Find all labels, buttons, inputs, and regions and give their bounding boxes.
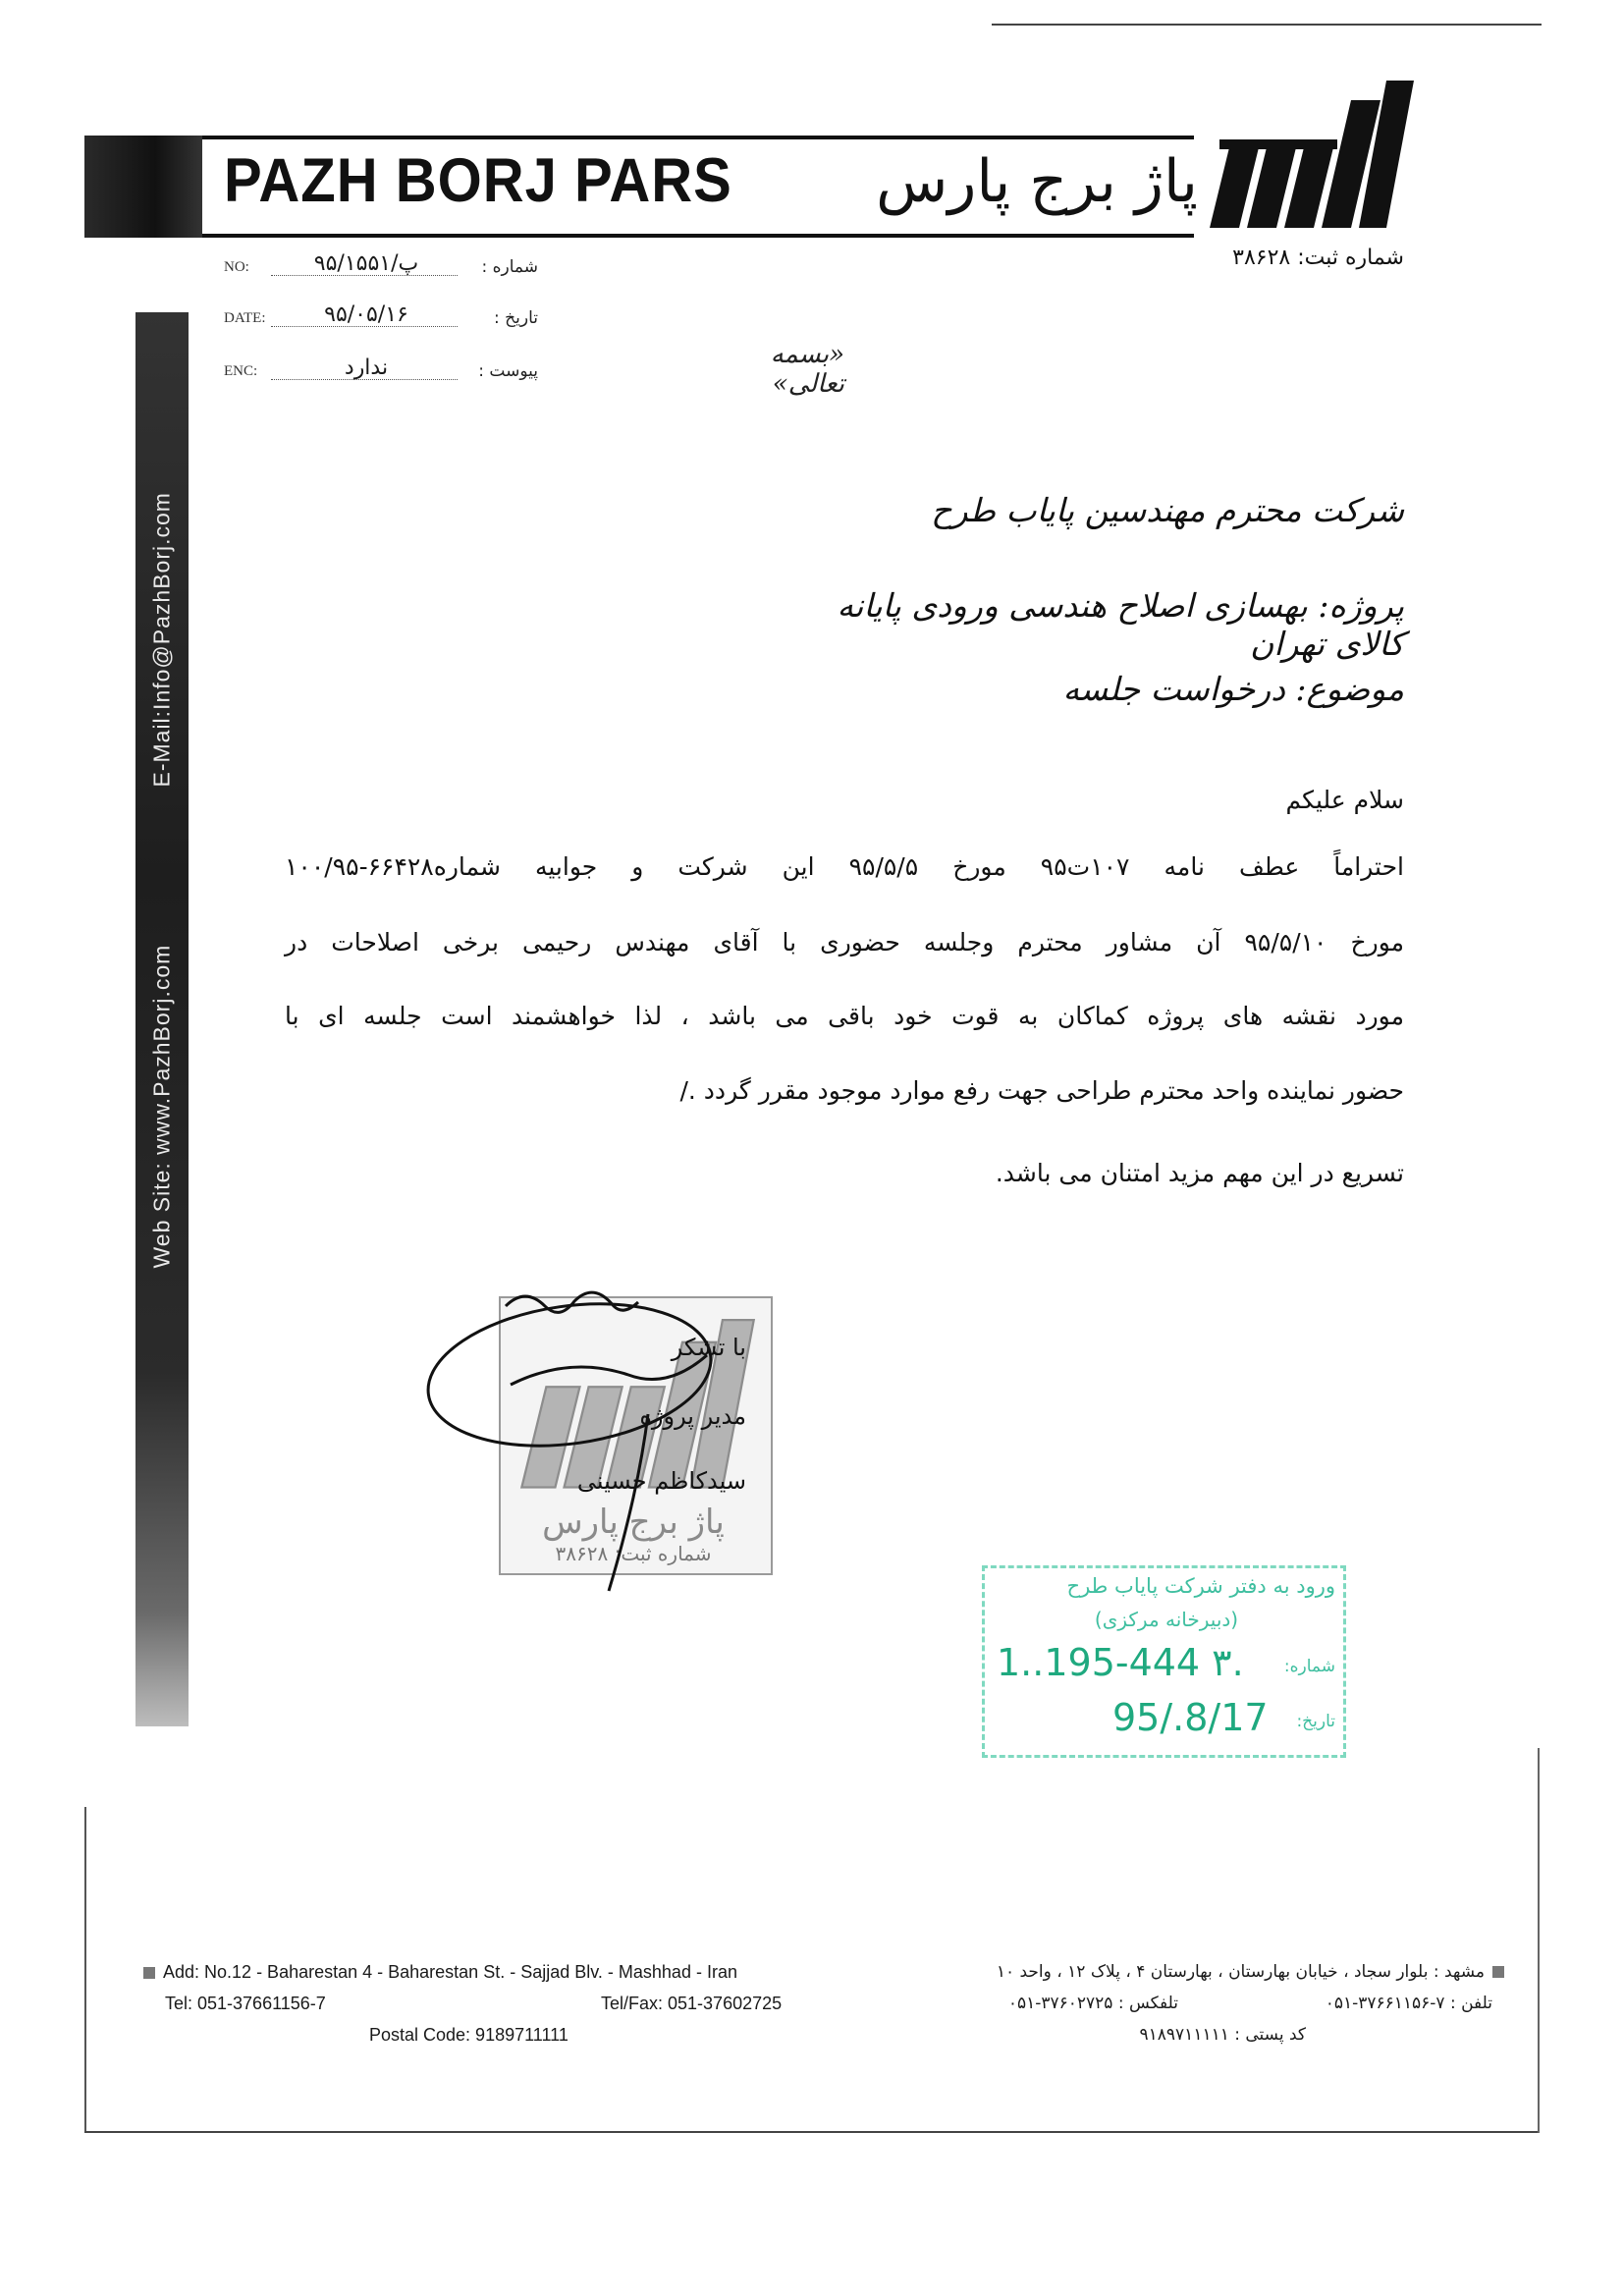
footer-postal-en: Postal Code: 9189711111 bbox=[369, 2025, 568, 2045]
enclosure-label-en: ENC: bbox=[224, 363, 258, 379]
receipt-stamp bbox=[982, 1565, 1346, 1758]
date-value: ۹۵/۰۵/۱۶ bbox=[324, 302, 408, 327]
letter-date-row bbox=[224, 302, 538, 336]
brand-name-persian: پاژ برج پارس bbox=[876, 147, 1198, 216]
header-dark-block bbox=[84, 136, 202, 238]
registration-number: شماره ثبت: ۳۸۶۲۸ bbox=[1232, 246, 1404, 270]
bismillah-heading: «بسمه تعالی» bbox=[770, 340, 844, 399]
footer-address-en: Add: No.12 - Baharestan 4 - Baharestan St. - Sajjad Blv. - Mashhad - Iran bbox=[135, 1962, 737, 1983]
body-line: مورد نقشه های پروژه کماکان به قوت خود باقی می باشد ، لذا خواهشمند است جلسه ای با bbox=[285, 1002, 1404, 1030]
receipt-date-value: 95/.8/17 bbox=[1112, 1696, 1269, 1739]
receipt-subtitle: (دبیرخانه مرکزی) bbox=[1094, 1608, 1239, 1631]
number-label-fa: شماره : bbox=[481, 257, 538, 277]
greeting: سلام علیکم bbox=[1285, 786, 1404, 814]
stamp-registration: شماره ثبت: ۳۸۶۲۸ bbox=[555, 1542, 712, 1565]
company-logo-icon bbox=[1200, 81, 1416, 238]
footer-tel-en: Tel: 051-37661156-7 bbox=[165, 1994, 326, 2013]
body-line: احتراماً عطف نامه ۱۰۷ت۹۵ مورخ ۹۵/۵/۵ این شرکت و جوابیه شماره۶۶۴۲۸-۱۰۰/۹۵ bbox=[285, 852, 1404, 881]
frame-line-bottom bbox=[84, 2131, 1538, 2133]
bullet-square-icon bbox=[1492, 1966, 1504, 1978]
receipt-title: ورود به دفتر شرکت پایاب طرح bbox=[1066, 1574, 1335, 1598]
footer-telfax-en: Tel/Fax: 051-37602725 bbox=[601, 1994, 783, 2013]
scan-edge-line bbox=[992, 24, 1542, 26]
signature-name: سیدکاظم حسینی bbox=[576, 1467, 746, 1495]
enclosure-value: ندارد bbox=[344, 355, 389, 380]
enclosure-label-fa: پیوست : bbox=[478, 361, 538, 381]
subject-line: موضوع: درخواست جلسه bbox=[1062, 670, 1404, 708]
body-line: مورخ ۹۵/۵/۱۰ آن مشاور محترم وجلسه حضوری با آقای مهندس رحیمی برخی اصلاحات در bbox=[285, 928, 1404, 957]
date-label-fa: تاریخ : bbox=[494, 308, 538, 328]
frame-line-right bbox=[1538, 1748, 1540, 2133]
footer-address-fa: مشهد : بلوار سجاد ، خیابان بهارستان ، بهارستان ۴ ، پلاک ۱۲ ، واحد ۱۰ bbox=[884, 1962, 1512, 1982]
footer-telfax-fa: تلفکس : ۳۷۶۰۲۷۲۵-۰۵۱ bbox=[1007, 1994, 1178, 2013]
project-line: پروژه: بهسازی اصلاح هندسی ورودی پایانه کالای تهران bbox=[837, 586, 1404, 663]
receipt-number-value: 1..195-444 ۳. bbox=[997, 1641, 1244, 1684]
letter-enclosure-row bbox=[224, 355, 538, 389]
closing-line: تسریع در این مهم مزید امتنان می باشد. bbox=[995, 1159, 1404, 1187]
body-line: حضور نماینده واحد محترم طراحی جهت رفع موارد موجود مقرر گردد ./ bbox=[679, 1076, 1404, 1105]
frame-line-left bbox=[84, 1807, 86, 2131]
website-text: Web Site: www.PazhBorj.com bbox=[148, 944, 175, 1269]
footer-postal-fa: کد پستی : ۹۱۸۹۷۱۱۱۱۱ bbox=[1139, 2025, 1306, 2045]
footer-tel-fa: تلفن : ۷-۳۷۶۶۱۱۵۶-۰۵۱ bbox=[1325, 1994, 1492, 2013]
header-rule-top bbox=[202, 136, 1194, 139]
letter-number-row bbox=[224, 251, 538, 285]
handwritten-signature-icon bbox=[412, 1267, 746, 1601]
bullet-square-icon bbox=[143, 1967, 155, 1979]
recipient-line: شرکت محترم مهندسین پایاب طرح bbox=[931, 491, 1404, 529]
number-value: ۹۵/پ/۱۵۵۱ bbox=[313, 251, 419, 276]
date-label-en: DATE: bbox=[224, 310, 266, 326]
signature-thanks: با تشکر bbox=[671, 1334, 746, 1361]
brand-name-english: PAZH BORJ PARS bbox=[224, 146, 732, 216]
signature-title: مدیر پروژه bbox=[639, 1402, 746, 1430]
email-text: E-Mail:Info@PazhBorj.com bbox=[148, 492, 175, 788]
stamp-brand-text: پاژ برج پارس bbox=[542, 1503, 725, 1542]
header-rule-bottom bbox=[202, 234, 1194, 238]
receipt-date-label: تاریخ: bbox=[1296, 1712, 1335, 1731]
number-label-en: NO: bbox=[224, 259, 249, 275]
receipt-number-label: شماره: bbox=[1283, 1657, 1335, 1676]
contact-sidebar bbox=[135, 312, 189, 1726]
